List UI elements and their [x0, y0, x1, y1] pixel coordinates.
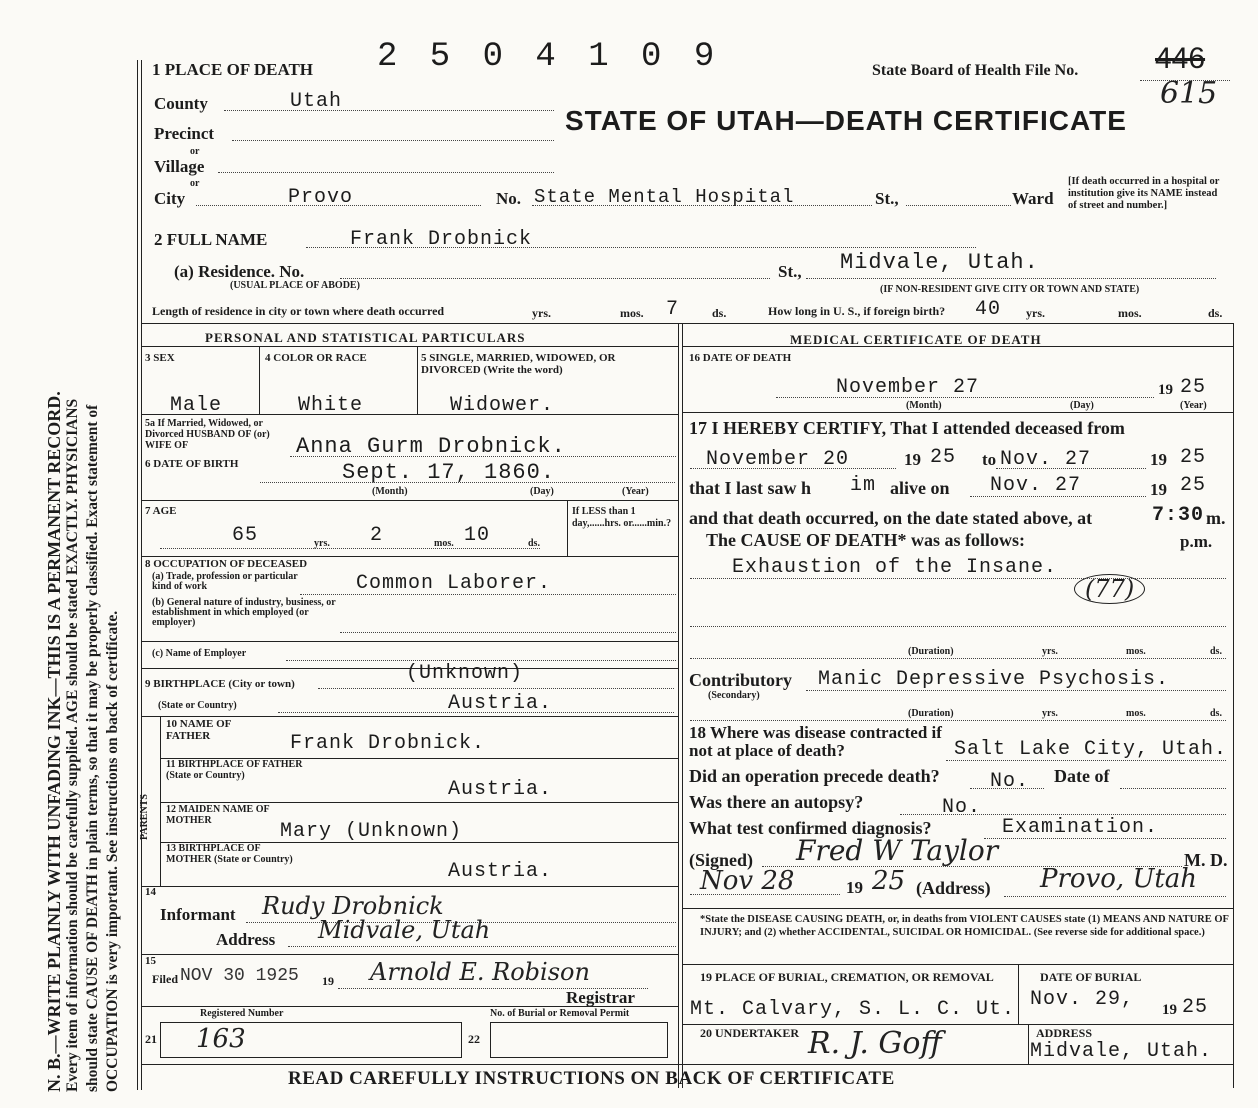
field-21-label: 21: [145, 1032, 157, 1046]
burial-19-label: 19: [1162, 1002, 1177, 1018]
informant-number: 14: [145, 886, 156, 898]
informant-address-label: Address: [216, 930, 276, 949]
date-of-death-label: 16 DATE OF DEATH: [689, 352, 792, 364]
mother-value: Mary (Unknown): [280, 820, 463, 843]
village-label: Village: [154, 157, 205, 176]
county-value: Utah: [290, 90, 343, 113]
physician-address-value: Provo, Utah: [1040, 864, 1198, 894]
operation-date-label: Date of: [1054, 766, 1110, 786]
outer-border-left: [137, 60, 138, 1090]
date-day-label: (Day): [1070, 400, 1094, 411]
dob-day-label: (Day): [530, 486, 554, 497]
birthplace-country-value: Austria.: [448, 692, 553, 715]
occupation-a-label: (a) Trade, profession or particular kind of work: [152, 571, 298, 592]
autopsy-label: Was there an autopsy?: [689, 792, 864, 812]
md-label: M. D.: [1184, 850, 1228, 870]
registered-number-label: Registered Number: [200, 1008, 284, 1019]
age-yrs-label: yrs.: [314, 538, 330, 549]
dob-value: Sept. 17, 1860.: [342, 460, 556, 485]
duration-yrs-1: yrs.: [1042, 646, 1058, 657]
father-birthplace-label: 11 BIRTHPLACE OF FATHER (State or Country): [166, 759, 303, 781]
to-label: to: [982, 450, 997, 469]
age-mos-label: mos.: [434, 538, 454, 549]
color-value: White: [298, 394, 364, 417]
marital-label: 5 SINGLE, MARRIED, WIDOWED, OR DIVORCED (Write the word): [421, 352, 616, 376]
last-saw-date-value: Nov. 27: [990, 474, 1082, 497]
physician-address-label: (Address): [916, 878, 991, 898]
less-than-day-label: If LESS than 1 day,......hrs. or......min.?: [572, 506, 672, 529]
filed-number: 15: [145, 955, 156, 967]
burial-date-label: DATE OF BURIAL: [1040, 970, 1142, 984]
signed-label: (Signed): [689, 850, 754, 870]
hospital-name: State Mental Hospital: [534, 186, 795, 208]
place-of-death-label: 1 PLACE OF DEATH: [152, 60, 314, 79]
cause-value: Exhaustion of the Insane.: [732, 556, 1058, 579]
attended-from-year: 25: [930, 446, 957, 469]
mother-label: 12 MAIDEN NAME OF MOTHER: [166, 804, 270, 826]
burial-date-value: Nov. 29,: [1030, 988, 1135, 1011]
informant-label: Informant: [160, 905, 236, 924]
sign-date-value: Nov 28: [700, 866, 795, 896]
informant-signature: Rudy Drobnick: [262, 892, 444, 920]
filed-label: Filed: [152, 972, 178, 986]
nonresident-note: (IF NON-RESIDENT GIVE CITY OR TOWN AND STATE): [880, 284, 1140, 295]
county-label: County: [154, 94, 208, 113]
burial-permit-label: No. of Burial or Removal Permit: [490, 1008, 630, 1019]
undertaker-address-value: Midvale, Utah.: [1030, 1040, 1213, 1063]
certify-text: 17 I HEREBY CERTIFY, That I attended deceased from: [689, 418, 1125, 438]
ds-label: ds.: [712, 306, 727, 320]
full-name-value: Frank Drobnick: [350, 228, 533, 251]
registrar-label: Registrar: [566, 988, 635, 1007]
last-19-label: 19: [1150, 480, 1167, 499]
date-of-death-year: 25: [1180, 376, 1207, 399]
father-value: Frank Drobnick.: [290, 732, 486, 755]
operation-value: No.: [990, 770, 1030, 793]
city-value: Provo: [288, 186, 354, 209]
cause-code-value: (77): [1074, 574, 1145, 604]
marital-value: Widower.: [450, 394, 555, 417]
m-label: m.: [1206, 508, 1226, 528]
parents-label: PARENTS: [139, 794, 150, 840]
birthplace-state-label: (State or Country): [158, 700, 237, 711]
undertaker-label: 20 UNDERTAKER: [700, 1026, 800, 1040]
cause-footnote: *State the DISEASE CAUSING DEATH, or, in deaths from VIOLENT CAUSES state (1) MEANS AND NATURE OF INJURY; and (2) whether ACCIDENTAL, SUICIDAL OR HOMICIDAL. (See reverse side for additional space.): [700, 914, 1229, 938]
residence-city-value: Midvale, Utah.: [840, 250, 1039, 275]
sign-year-value: 25: [872, 866, 906, 896]
burial-place-value: Mt. Calvary, S. L. C. Ut.: [690, 998, 1016, 1021]
certificate-title: STATE OF UTAH—DEATH CERTIFICATE: [565, 105, 1127, 136]
age-years-value: 65: [232, 524, 259, 547]
last-saw-label: that I last saw h: [689, 478, 812, 498]
contributory-value: Manic Depressive Psychosis.: [818, 668, 1170, 691]
age-ds-label: ds.: [528, 538, 540, 549]
spouse-label: 5a If Married, Widowed, or Divorced HUSBAND OF (or) WIFE OF: [145, 418, 270, 451]
father-label: 10 NAME OF FATHER: [166, 718, 231, 742]
certificate-number: 2 5 0 4 1 0 9: [377, 38, 721, 76]
sex-value: Male: [170, 394, 223, 417]
from-19-label: 19: [904, 450, 921, 469]
outer-border-left-inner: [141, 60, 142, 1090]
city-label: City: [154, 189, 186, 208]
registered-number-value: 163: [196, 1024, 246, 1054]
residence-sub-label: (USUAL PLACE OF ABODE): [230, 280, 360, 291]
age-months-value: 2: [370, 524, 384, 547]
birthplace-label: 9 BIRTHPLACE (City or town): [145, 678, 295, 690]
burial-place-label: 19 PLACE OF BURIAL, CREMATION, OR REMOVAL: [700, 970, 994, 984]
sex-label: 3 SEX: [145, 352, 175, 364]
or-label-1: or: [190, 146, 200, 157]
date-year-label: (Year): [1180, 400, 1207, 411]
precinct-label: Precinct: [154, 124, 215, 143]
us-years-value: 40: [975, 298, 1002, 321]
duration-label-1: (Duration): [908, 646, 954, 657]
autopsy-value: No.: [942, 796, 982, 819]
duration-ds-2: ds.: [1210, 708, 1222, 719]
attended-to-year: 25: [1180, 446, 1207, 469]
secondary-label: (Secondary): [708, 690, 760, 701]
ward-label: Ward: [1012, 189, 1054, 208]
no-label: No.: [496, 189, 522, 208]
mother-birthplace-value: Austria.: [448, 860, 553, 883]
spouse-value: Anna Gurm Drobnick.: [296, 434, 566, 459]
undertaker-address-label: ADDRESS: [1036, 1026, 1093, 1040]
to-19-label: 19: [1150, 450, 1167, 469]
dob-month-label: (Month): [372, 486, 408, 497]
length-of-residence-label: Length of residence in city or town where death occurred: [152, 304, 445, 318]
date-month-label: (Month): [906, 400, 942, 411]
father-birthplace-value: Austria.: [448, 778, 553, 801]
file-no: 615: [1160, 76, 1218, 111]
cause-label: The CAUSE OF DEATH* was as follows:: [706, 530, 1026, 550]
sign-19-label: 19: [846, 878, 863, 897]
or-label-2: or: [190, 178, 200, 189]
attended-to-value: Nov. 27: [1000, 448, 1092, 471]
occupation-b-label: (b) General nature of industry, business, or establishment in which employed (or employer): [152, 597, 336, 628]
us-residence-label: How long in U. S., if foreign birth?: [768, 304, 946, 318]
filed-19-label: 19: [322, 974, 334, 988]
residence-months-value: 7: [666, 298, 680, 321]
dob-label: 6 DATE OF BIRTH: [145, 458, 239, 470]
us-yrs-label: yrs.: [1026, 306, 1045, 320]
registrar-signature: Arnold E. Robison: [370, 958, 590, 986]
date-of-death-value: November 27: [836, 376, 980, 399]
dob-year-label: (Year): [622, 486, 649, 497]
color-label: 4 COLOR OR RACE: [265, 352, 367, 364]
full-name-label: 2 FULL NAME: [154, 230, 268, 249]
operation-label: Did an operation precede death?: [689, 766, 940, 786]
date-19-label: 19: [1158, 382, 1173, 398]
duration-mos-2: mos.: [1126, 708, 1146, 719]
residence-st-label: St.,: [778, 262, 802, 281]
alive-on-label: alive on: [890, 478, 950, 498]
physician-signature: Fred W Taylor: [796, 834, 999, 867]
informant-address-value: Midvale, Utah: [318, 916, 491, 944]
burial-permit-box: [490, 1022, 668, 1058]
hospital-note: [If death occurred in a hospital or institution give its NAME instead of street and number.]: [1068, 176, 1220, 211]
attended-from-value: November 20: [706, 448, 850, 471]
duration-mos-1: mos.: [1126, 646, 1146, 657]
filed-date-stamp: NOV 30 1925: [180, 966, 299, 986]
pm-label: p.m.: [1180, 532, 1213, 551]
duration-label-2: (Duration): [908, 708, 954, 719]
us-mos-label: mos.: [1118, 306, 1142, 320]
test-value: Examination.: [1002, 816, 1159, 839]
occupation-label: 8 OCCUPATION OF DECEASED: [145, 558, 308, 570]
footer-instructions: READ CAREFULLY INSTRUCTIONS ON BACK OF CERTIFICATE: [288, 1068, 895, 1089]
margin-note-line2: Every item of information should be carefully supplied. AGE should be stated EXACTLY. PHYSICIANS: [64, 398, 81, 1092]
mos-label: mos.: [620, 306, 644, 320]
yrs-label: yrs.: [532, 306, 551, 320]
age-label: 7 AGE: [145, 505, 177, 517]
contributory-label: Contributory: [689, 670, 792, 690]
margin-note-line4: OCCUPATION is very important. See instructions on back of certificate.: [104, 610, 121, 1092]
occupation-value: Common Laborer.: [356, 572, 552, 595]
field-22-label: 22: [468, 1032, 480, 1046]
age-days-value: 10: [464, 524, 491, 547]
birthplace-city-value: (Unknown): [406, 662, 524, 685]
last-saw-him-value: im: [850, 474, 877, 497]
duration-ds-1: ds.: [1210, 646, 1222, 657]
mother-birthplace-label: 13 BIRTHPLACE OF MOTHER (State or Country): [166, 843, 293, 865]
test-label: What test confirmed diagnosis?: [689, 818, 932, 838]
us-ds-label: ds.: [1208, 306, 1223, 320]
st-label: St.,: [875, 189, 899, 208]
residence-label: (a) Residence. No.: [174, 262, 305, 281]
medical-section-title: MEDICAL CERTIFICATE OF DEATH: [790, 332, 1042, 347]
margin-note-line3: should state CAUSE OF DEATH in plain terms, so that it may be properly classified. Exact statement of: [84, 404, 101, 1092]
burial-year-value: 25: [1182, 996, 1209, 1019]
margin-note-line1: N. B.—WRITE PLAINLY WITH UNFADING INK—THIS IS A PERMANENT RECORD.: [44, 391, 64, 1092]
undertaker-signature: R. J. Goff: [808, 1026, 942, 1061]
file-no-struck: 446: [1155, 42, 1206, 75]
last-saw-year: 25: [1180, 474, 1207, 497]
employer-label: (c) Name of Employer: [152, 648, 247, 659]
duration-yrs-2: yrs.: [1042, 708, 1058, 719]
death-time-value: 7:30: [1152, 504, 1205, 527]
personal-section-title: PERSONAL AND STATISTICAL PARTICULARS: [205, 330, 526, 345]
disease-contracted-value: Salt Lake City, Utah.: [954, 738, 1228, 761]
file-no-label: State Board of Health File No.: [872, 62, 1079, 79]
disease-contracted-label: 18 Where was disease contracted if not at place of death?: [689, 723, 942, 760]
death-occurred-label: and that death occurred, on the date stated above, at: [689, 508, 1093, 528]
